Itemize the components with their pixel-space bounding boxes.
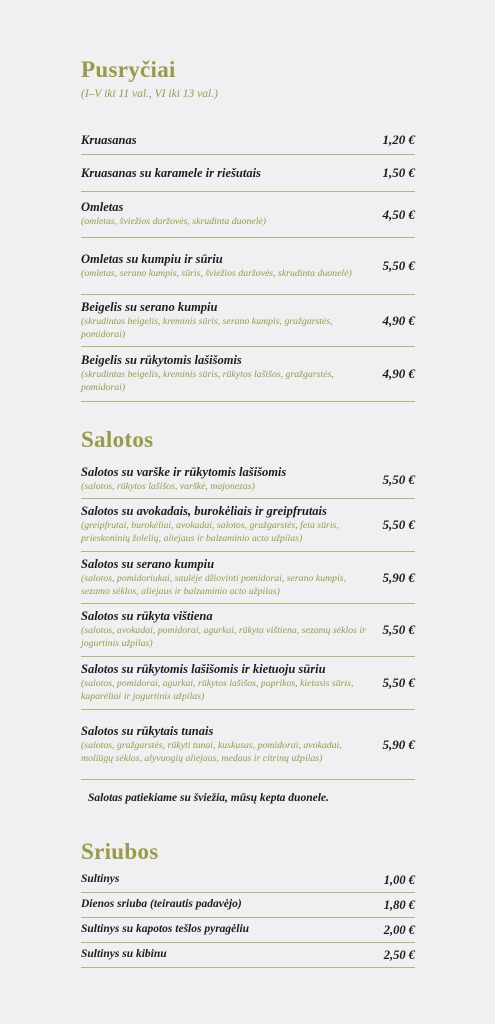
breakfast-list bbox=[81, 126, 415, 402]
item-price: 4,90 € bbox=[382, 312, 415, 328]
soups-section bbox=[81, 840, 415, 863]
item-name: Kruasanas bbox=[81, 132, 137, 147]
item-price: 2,50 € bbox=[383, 947, 415, 962]
menu-item bbox=[81, 192, 415, 238]
item-name: Omletas bbox=[81, 200, 124, 215]
menu-item bbox=[81, 499, 415, 552]
salads-note: Salotas patiekiame su šviežia, mūsų kepta duonele. bbox=[88, 792, 329, 804]
item-price: 5,50 € bbox=[382, 622, 415, 637]
item-name: Dienos sriuba (teirautis padavėjo) bbox=[81, 898, 242, 911]
item-name: Sultinys su kapotos tešlos pyragėliu bbox=[81, 923, 250, 936]
menu-item bbox=[81, 126, 415, 155]
item-price: 5,90 € bbox=[382, 736, 415, 752]
menu-item bbox=[81, 943, 415, 968]
item-name: Omletas su kumpiu ir sūriu bbox=[81, 251, 223, 266]
item-price: 5,50 € bbox=[382, 517, 415, 532]
menu-item bbox=[81, 155, 415, 192]
menu-item bbox=[81, 295, 415, 347]
salads-title: Salotos bbox=[81, 427, 154, 452]
item-name: Sultinys su kibinu bbox=[81, 948, 167, 961]
item-price: 4,90 € bbox=[382, 366, 415, 381]
item-price: 5,50 € bbox=[382, 675, 415, 690]
item-price: 1,80 € bbox=[383, 897, 415, 912]
item-price: 4,50 € bbox=[382, 206, 415, 222]
soups-title: Sriubos bbox=[81, 839, 159, 864]
item-name: Kruasanas su karamele ir riešutais bbox=[81, 165, 261, 180]
menu-item bbox=[81, 461, 415, 499]
soups-list bbox=[81, 868, 415, 968]
item-description: (salotos, pomidoriukai, saulėje džiovinti pomidorai, serano kumpis, sezamo sėklos, aliejaus ir balzaminio acto užpilas) bbox=[81, 572, 347, 597]
item-description: (greipfrutai, burokėliai, avokadai, salotos, gražgarstės, feta sūris, prieskoninių žolelių, aliejaus ir balzaminio acto užpilas) bbox=[81, 520, 339, 544]
item-name: Salotos su rūkyta vištiena bbox=[81, 609, 213, 624]
item-price: 1,00 € bbox=[383, 872, 415, 887]
salads-section bbox=[81, 428, 415, 451]
item-description: (skrudintas beigelis, kreminis sūris, serano kumpis, gražgarstės, pomidorai) bbox=[81, 315, 333, 340]
breakfast-title: Pusryčiai bbox=[81, 57, 176, 82]
menu-item bbox=[81, 347, 415, 402]
item-name: Beigelis su serano kumpiu bbox=[81, 299, 218, 314]
item-description: (salotos, avokadai, pomidorai, agurkai, rūkyta vištiena, sezamų sėklos ir jogurtinis užpilas) bbox=[81, 625, 366, 649]
item-name: Salotos su rūkytomis lašišomis ir kietuoju sūriu bbox=[81, 662, 326, 677]
item-description: (salotos, pomidorai, agurkai, rūkytos lašišos, paprikos, kietasis sūris, kaparėliai ir jogurtinis užpilas) bbox=[81, 678, 354, 702]
item-name: Salotos su rūkytais tunais bbox=[81, 723, 214, 738]
menu-item bbox=[81, 657, 415, 710]
item-description: (omletas, serano kumpis, sūris, šviežios daržovės, skrudinta duonelė) bbox=[81, 267, 352, 279]
item-price: 2,00 € bbox=[383, 922, 415, 937]
breakfast-section bbox=[81, 58, 415, 100]
menu-item bbox=[81, 893, 415, 918]
item-name: Salotos su serano kumpiu bbox=[81, 556, 215, 571]
item-description: (omletas, šviežios daržovės, skrudinta duonelė) bbox=[81, 216, 267, 228]
item-price: 5,90 € bbox=[382, 569, 415, 585]
item-description: (salotos, rūkytos lašišos, varškė, majonezas) bbox=[81, 481, 255, 493]
menu-item bbox=[81, 604, 415, 657]
item-description: (salotos, gražgarstės, rūkyti tunai, kuskusas, pomidorai, avokadai, moliūgų sėklos, alyvuogių aliejaus, medaus ir citrinų užpilas) bbox=[81, 739, 342, 764]
item-price: 5,50 € bbox=[382, 471, 415, 487]
item-description: (skrudintas beigelis, kreminis sūris, rūkytos lašišos, gražgarstės, pomidorai) bbox=[81, 369, 334, 393]
item-name: Salotos su avokadais, burokėliais ir greipfrutais bbox=[81, 504, 327, 519]
item-price: 1,20 € bbox=[382, 132, 415, 147]
menu-item bbox=[81, 918, 415, 943]
item-name: Sultinys bbox=[81, 873, 120, 886]
item-name: Beigelis su rūkytomis lašišomis bbox=[81, 353, 242, 368]
salads-list bbox=[81, 461, 415, 780]
menu-item bbox=[81, 552, 415, 604]
menu-item bbox=[81, 868, 415, 893]
menu-item bbox=[81, 238, 415, 295]
item-price: 5,50 € bbox=[382, 258, 415, 273]
breakfast-hours: (I–V iki 11 val., VI iki 13 val.) bbox=[81, 88, 218, 100]
item-name: Salotos su varške ir rūkytomis lašišomis bbox=[81, 465, 287, 480]
menu-item bbox=[81, 710, 415, 780]
item-price: 1,50 € bbox=[382, 165, 415, 180]
